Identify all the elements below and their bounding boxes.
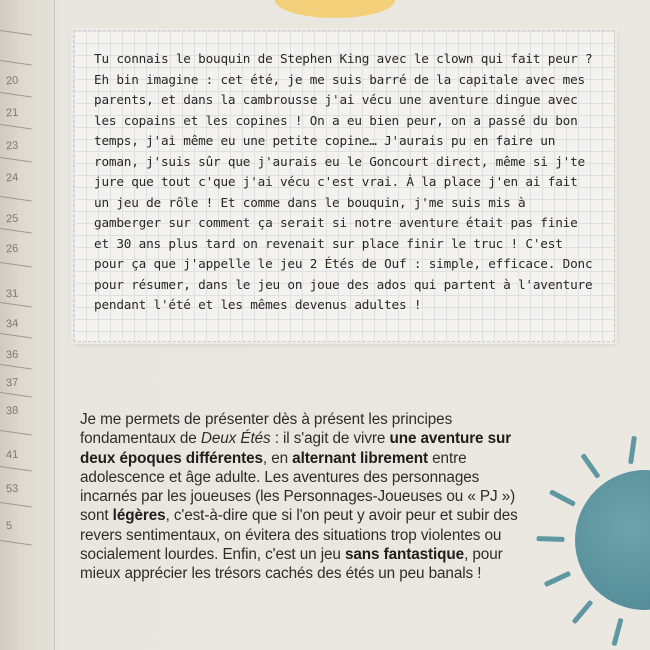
index-number: 38: [5, 404, 19, 418]
index-line: [0, 302, 32, 307]
principles-paragraph: [80, 410, 532, 584]
text-run: Je me permets de présenter dès à présent les principes fondamentaux de: [80, 411, 453, 448]
index-number: 24: [5, 171, 19, 185]
index-line: [0, 30, 32, 35]
text-run: : il s'agit de vivre: [270, 430, 390, 448]
index-line: [0, 430, 32, 435]
index-line: [0, 466, 32, 471]
text-run: , pour mieux apprécier les trésors cachés des étés un peu banals !: [80, 546, 503, 583]
sun-ray: [536, 536, 564, 542]
index-number: 21: [5, 106, 19, 120]
sun-ray: [549, 489, 576, 507]
index-line: [0, 124, 32, 129]
index-line: [0, 196, 32, 201]
index-line: [0, 540, 32, 545]
italic-title: Deux Étés: [200, 430, 271, 448]
index-line: [0, 157, 32, 162]
index-number: 41: [5, 448, 19, 462]
index-number: 34: [5, 317, 19, 331]
sun-ray: [572, 600, 594, 625]
sun-ray: [628, 436, 637, 464]
index-line: [0, 502, 32, 507]
index-number: 36: [5, 348, 19, 362]
index-line: [0, 262, 32, 267]
text-run: entre adolescence et âge adulte. Les aventures des personnages incarnés par les joueuses (les Personnages-Joueuses ou « PJ ») sont: [80, 449, 516, 525]
sun-ray: [544, 571, 571, 587]
sun-illustration-top: [275, 0, 395, 18]
index-number: 5: [5, 519, 13, 533]
bold-phrase: sans fantastique: [344, 546, 465, 564]
bold-phrase: légères: [112, 507, 166, 525]
bold-phrase: alternant librement: [292, 449, 428, 467]
index-line: [0, 333, 32, 338]
grid-paper-note-card: [73, 30, 615, 342]
index-number: 26: [5, 242, 19, 256]
sun-disc: [575, 470, 650, 610]
index-number: 25: [5, 212, 19, 226]
text-run: , en: [262, 449, 293, 467]
index-number: 23: [5, 139, 19, 153]
index-line: [0, 392, 32, 397]
index-number: 20: [5, 74, 19, 88]
index-line: [0, 92, 32, 97]
handwritten-intro-text: Tu connais le bouquin de Stephen King avec le clown qui fait peur ? Eh bin imagine : cet été, je me suis barré de la capitale avec mes parents, et dans la cambrousse j'ai vécu une aventure dingue avec les copains et les copines ! On a eu bien peur, on a passé du bon temps, j'ai même eu une petite copine… J'aurais pu en faire un roman, j'suis sûr que j'aurais eu le Goncourt direct, même si j'te jure que tout c'que j'ai vécu c'est vrai. À la place j'en ai fait un jeu de rôle ! Et comme dans le bouquin, j'me suis mis à gamberger sur comment ça serait si notre aventure était pas finie et 30 ans plus tard on revenait sur place finir le truc ! C'est pour ça que j'appelle le jeu 2 Étés de Ouf : simple, efficace. Donc pour résumer, dans le jeu on joue des ados qui partent à l'aventure pendant l'été et les mêmes devenus adultes !: [94, 51, 593, 312]
index-number: 37: [5, 376, 19, 390]
index-line: [0, 60, 32, 65]
index-line: [0, 228, 32, 233]
sun-ray: [611, 618, 623, 646]
sun-ray: [580, 453, 600, 479]
index-number: 31: [5, 287, 19, 301]
bold-phrase: une aventure sur deux époques différentes: [80, 430, 512, 467]
index-line: [0, 364, 32, 369]
previous-page-edge: [0, 0, 55, 650]
text-run: , c'est-à-dire que si l'on peut y avoir peur et subir des revers sentimentaux, on évitera des situations trop violentes ou socialement lourdes. Enfin, c'est un jeu: [80, 507, 518, 564]
index-number: 53: [5, 482, 19, 496]
